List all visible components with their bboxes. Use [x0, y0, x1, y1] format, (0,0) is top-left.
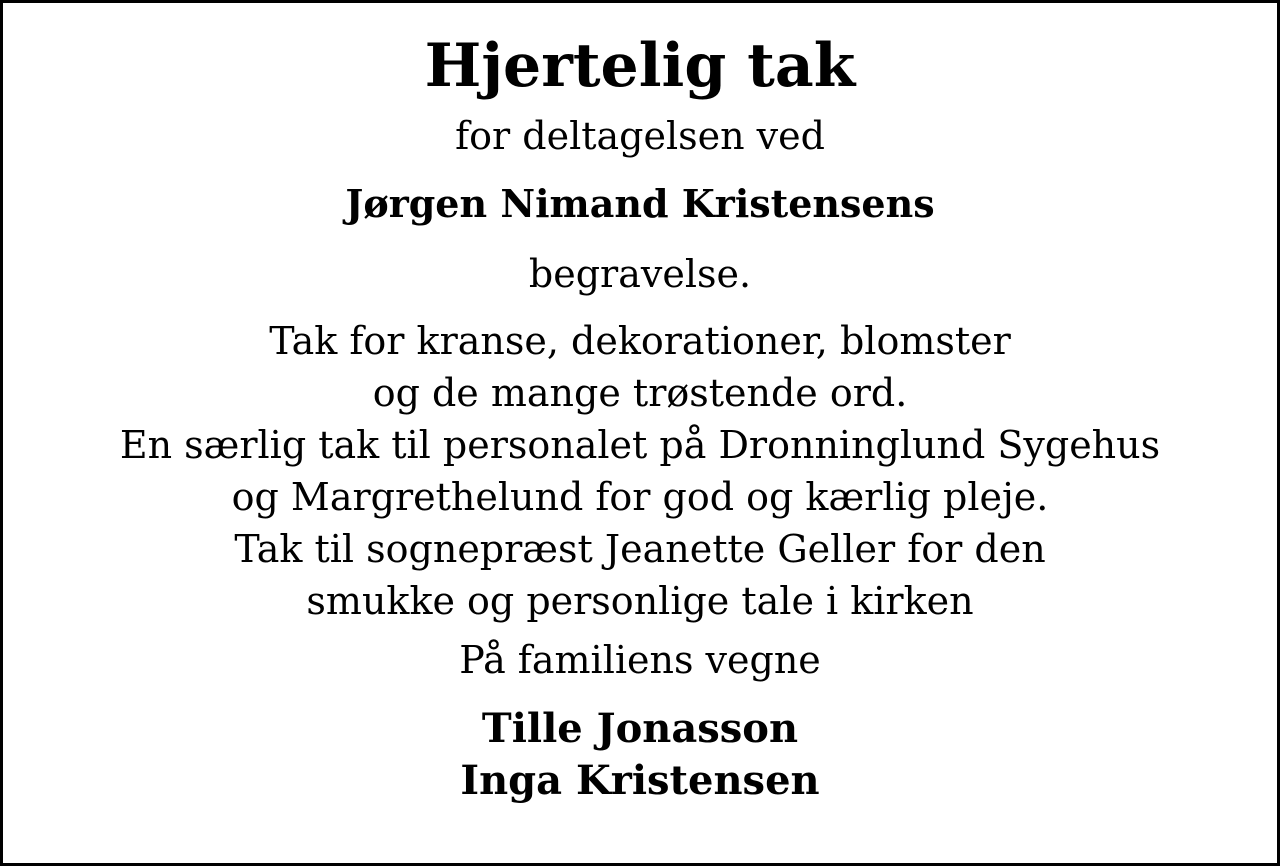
deceased-name: Jørgen Nimand Kristensens — [345, 181, 935, 226]
signatures — [3, 703, 1277, 807]
notice-intro: for deltagelsen ved — [455, 114, 825, 158]
signature-name: Inga Kristensen — [460, 757, 820, 804]
thank-you-message — [3, 315, 1277, 627]
signature-name: Tille Jonasson — [481, 705, 799, 752]
notice-title: Hjertelig tak — [424, 31, 856, 101]
closing-phrase: På familiens vegne — [459, 638, 821, 682]
message-line: og Margrethelund for god og kærlig pleje. — [231, 475, 1049, 519]
message-line: smukke og personlige tale i kirken — [306, 579, 974, 623]
message-line: og de mange trøstende ord. — [372, 371, 908, 415]
message-line: Tak til sognepræst Jeanette Geller for den — [234, 527, 1046, 571]
notice-occasion: begravelse. — [528, 252, 752, 296]
message-line: Tak for kranse, dekorationer, blomster — [269, 319, 1011, 363]
message-line: En særlig tak til personalet på Dronninglund Sygehus — [119, 423, 1161, 467]
